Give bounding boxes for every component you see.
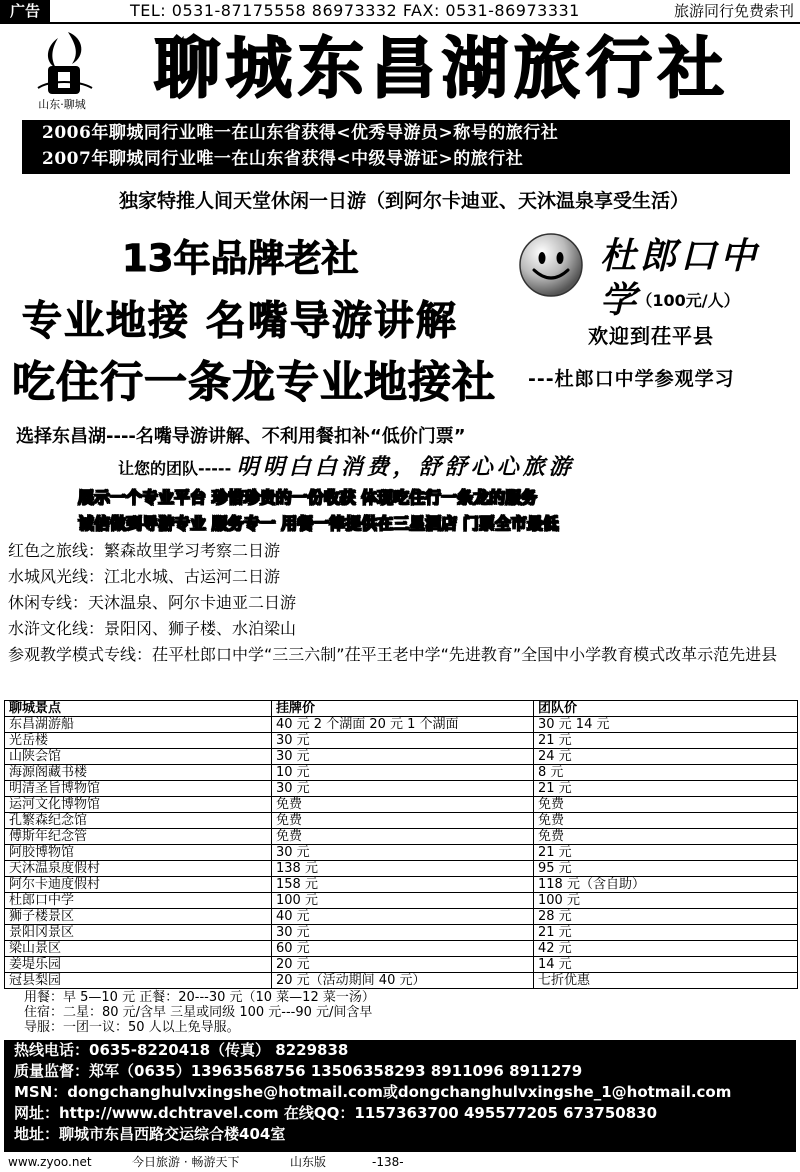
table-cell: 14 元: [534, 957, 798, 973]
column-header: 挂牌价: [272, 701, 534, 717]
table-row: [5, 749, 798, 765]
table-cell: 95 元: [534, 861, 798, 877]
table-header: [5, 701, 798, 717]
table-cell: 光岳楼: [5, 733, 272, 749]
table-row: [5, 845, 798, 861]
table-row: [5, 941, 798, 957]
table-cell: 40 元: [272, 909, 534, 925]
table-row: [5, 909, 798, 925]
table-cell: 100 元: [272, 893, 534, 909]
route-list: [8, 538, 798, 668]
table-cell: 景阳冈景区: [5, 925, 272, 941]
table-cell: 山陕会馆: [5, 749, 272, 765]
magazine-label: 旅游同行免费索刊: [673, 2, 794, 20]
special-tour: 独家特推人间天堂休闲一日游（到阿尔卡迪亚、天沐温泉享受生活）: [118, 190, 689, 212]
table-cell: 30 元: [272, 845, 534, 861]
table-cell: 10 元: [272, 765, 534, 781]
table-cell: 138 元: [272, 861, 534, 877]
motto: 今日旅游 · 畅游天下: [132, 1155, 240, 1169]
table-cell: 20 元: [272, 957, 534, 973]
table-cell: 100 元: [534, 893, 798, 909]
route-item: 红色之旅线：繁森故里学习考察二日游: [8, 541, 281, 560]
table-cell: 28 元: [534, 909, 798, 925]
table-cell: 8 元: [534, 765, 798, 781]
table-cell: 21 元: [534, 925, 798, 941]
table-cell: 孔繁森纪念馆: [5, 813, 272, 829]
table-cell: 118 元（含自助）: [534, 877, 798, 893]
column-header: 团队价: [534, 701, 798, 717]
table-cell: 免费: [534, 797, 798, 813]
table-row: [5, 829, 798, 845]
service-notes: [24, 990, 794, 1035]
table-row: [5, 733, 798, 749]
bottom-strip: [0, 1152, 800, 1172]
page-title: 聊城东昌湖旅行社: [154, 30, 730, 107]
ad-tag: 广告: [0, 0, 50, 22]
table-row: [5, 893, 798, 909]
smiley-icon: [518, 232, 584, 298]
table-cell: 30 元: [272, 733, 534, 749]
table-row: [5, 925, 798, 941]
quality-supervision: 质量监督：郑军（0635）13963568756 13506358293 8911096 8911279: [14, 1062, 583, 1080]
school-title: 杜郎口中学: [600, 235, 761, 321]
table-cell: 狮子楼景区: [5, 909, 272, 925]
route-item: 休闲专线：天沐温泉、阿尔卡迪亚二日游: [8, 593, 297, 612]
note-line: 导服：一团一议：50 人以上免导服。: [24, 1020, 240, 1035]
website-qq[interactable]: 网址：http://www.dchtravel.com 在线QQ：1157363700 495577205 673750830: [14, 1104, 658, 1122]
table-row: [5, 717, 798, 733]
table-row: [5, 797, 798, 813]
contact-numbers: TEL: 0531-87175558 86973332 FAX: 0531-86973331: [130, 1, 580, 20]
route-item: 参观教学模式专线：茌平杜郎口中学“三三六制”茌平王老中学“先进教育”全国中小学教育模式改革示范先进县: [8, 645, 778, 664]
service-banner: 展示一个专业平台 珍惜珍贵的一份收获 体现吃住行一条龙的服务: [78, 488, 538, 507]
choose-text: 选择东昌湖----名嘴导游讲解、不利用餐扣补“低价门票”: [16, 426, 466, 447]
logo-region: 山东·聊城: [38, 98, 86, 111]
note-line: 住宿：二星：80 元/含早 三星或同级 100 元---90 元/间含早: [24, 1005, 373, 1020]
hotline: 热线电话：0635-8220418（传真） 8229838: [14, 1041, 349, 1059]
table-cell: 42 元: [534, 941, 798, 957]
table-row: [5, 861, 798, 877]
table-cell: 30 元: [272, 749, 534, 765]
address: 地址：聊城市东昌西路交运综合楼404室: [14, 1125, 286, 1143]
table-cell: 免费: [272, 829, 534, 845]
table-cell: 21 元: [534, 845, 798, 861]
school-price: （100元/人）: [636, 291, 740, 310]
contact-footer: [4, 1040, 796, 1152]
table-cell: 24 元: [534, 749, 798, 765]
table-cell: 20 元（活动期间 40 元）: [272, 973, 534, 989]
slogan-brand: 13年品牌老社: [122, 237, 359, 280]
page-number: -138-: [372, 1155, 404, 1169]
table-cell: 40 元 2 个湖面 20 元 1 个湖面: [272, 717, 534, 733]
edition: 山东版: [290, 1155, 327, 1169]
welcome-text: 欢迎到茌平县: [588, 324, 714, 348]
table-cell: 21 元: [534, 733, 798, 749]
column-header: 聊城景点: [5, 701, 272, 717]
table-cell: 明清圣旨博物馆: [5, 781, 272, 797]
table-cell: 免费: [272, 797, 534, 813]
table-row: [5, 781, 798, 797]
table-row: [5, 765, 798, 781]
table-cell: 傅斯年纪念管: [5, 829, 272, 845]
table-row: [5, 813, 798, 829]
route-item: 水浒文化线：景阳冈、狮子楼、水泊梁山: [8, 619, 297, 638]
table-cell: 30 元: [272, 781, 534, 797]
table-cell: 海源阁藏书楼: [5, 765, 272, 781]
service-banner: 诚信做到导游专业 服务专一 用餐一律提供在三星酒店 门票全市最低: [78, 514, 559, 533]
table-cell: 阿胶博物馆: [5, 845, 272, 861]
let-slogan: 明明白白消费，舒舒心心旅游: [236, 454, 575, 480]
table-cell: 杜郎口中学: [5, 893, 272, 909]
table-row: [5, 877, 798, 893]
note-line: 用餐：早 5—10 元 正餐：20---30 元（10 菜—12 菜一汤）: [24, 990, 375, 1005]
slogan-guide: 专业地接 名嘴导游讲解: [22, 298, 458, 344]
honor-line: 2006年聊城同行业唯一在山东省获得<优秀导游员>称号的旅行社: [42, 123, 559, 143]
table-cell: 158 元: [272, 877, 534, 893]
honor-banner: [22, 120, 790, 174]
table-cell: 阿尔卡迪度假村: [5, 877, 272, 893]
table-cell: 免费: [534, 829, 798, 845]
table-row: [5, 957, 798, 973]
slogan-service: 吃住行一条龙专业地接社: [12, 358, 496, 408]
visit-text: ---杜郎口中学参观学习: [528, 368, 735, 390]
table-cell: 免费: [534, 813, 798, 829]
price-table: [4, 700, 798, 989]
table-cell: 东昌湖游船: [5, 717, 272, 733]
table-cell: 姜堤乐园: [5, 957, 272, 973]
table-cell: 60 元: [272, 941, 534, 957]
logo-icon: [28, 28, 100, 98]
table-row: [5, 973, 798, 989]
table-cell: 30 元: [272, 925, 534, 941]
table-cell: 21 元: [534, 781, 798, 797]
table-cell: 七折优惠: [534, 973, 798, 989]
route-item: 水城风光线：江北水城、古运河二日游: [8, 567, 281, 586]
let-prefix: 让您的团队-----: [118, 459, 232, 478]
table-cell: 冠县梨园: [5, 973, 272, 989]
table-cell: 天沐温泉度假村: [5, 861, 272, 877]
msn-contact[interactable]: MSN：dongchanghulvxingshe@hotmail.com或dongchanghulvxingshe_1@hotmail.com: [14, 1083, 732, 1101]
table-cell: 30 元 14 元: [534, 717, 798, 733]
honor-line: 2007年聊城同行业唯一在山东省获得<中级导游证>的旅行社: [42, 149, 524, 169]
site-url[interactable]: www.zyoo.net: [8, 1155, 92, 1169]
table-cell: 梁山景区: [5, 941, 272, 957]
table-cell: 运河文化博物馆: [5, 797, 272, 813]
let-line: [118, 452, 575, 484]
table-cell: 免费: [272, 813, 534, 829]
